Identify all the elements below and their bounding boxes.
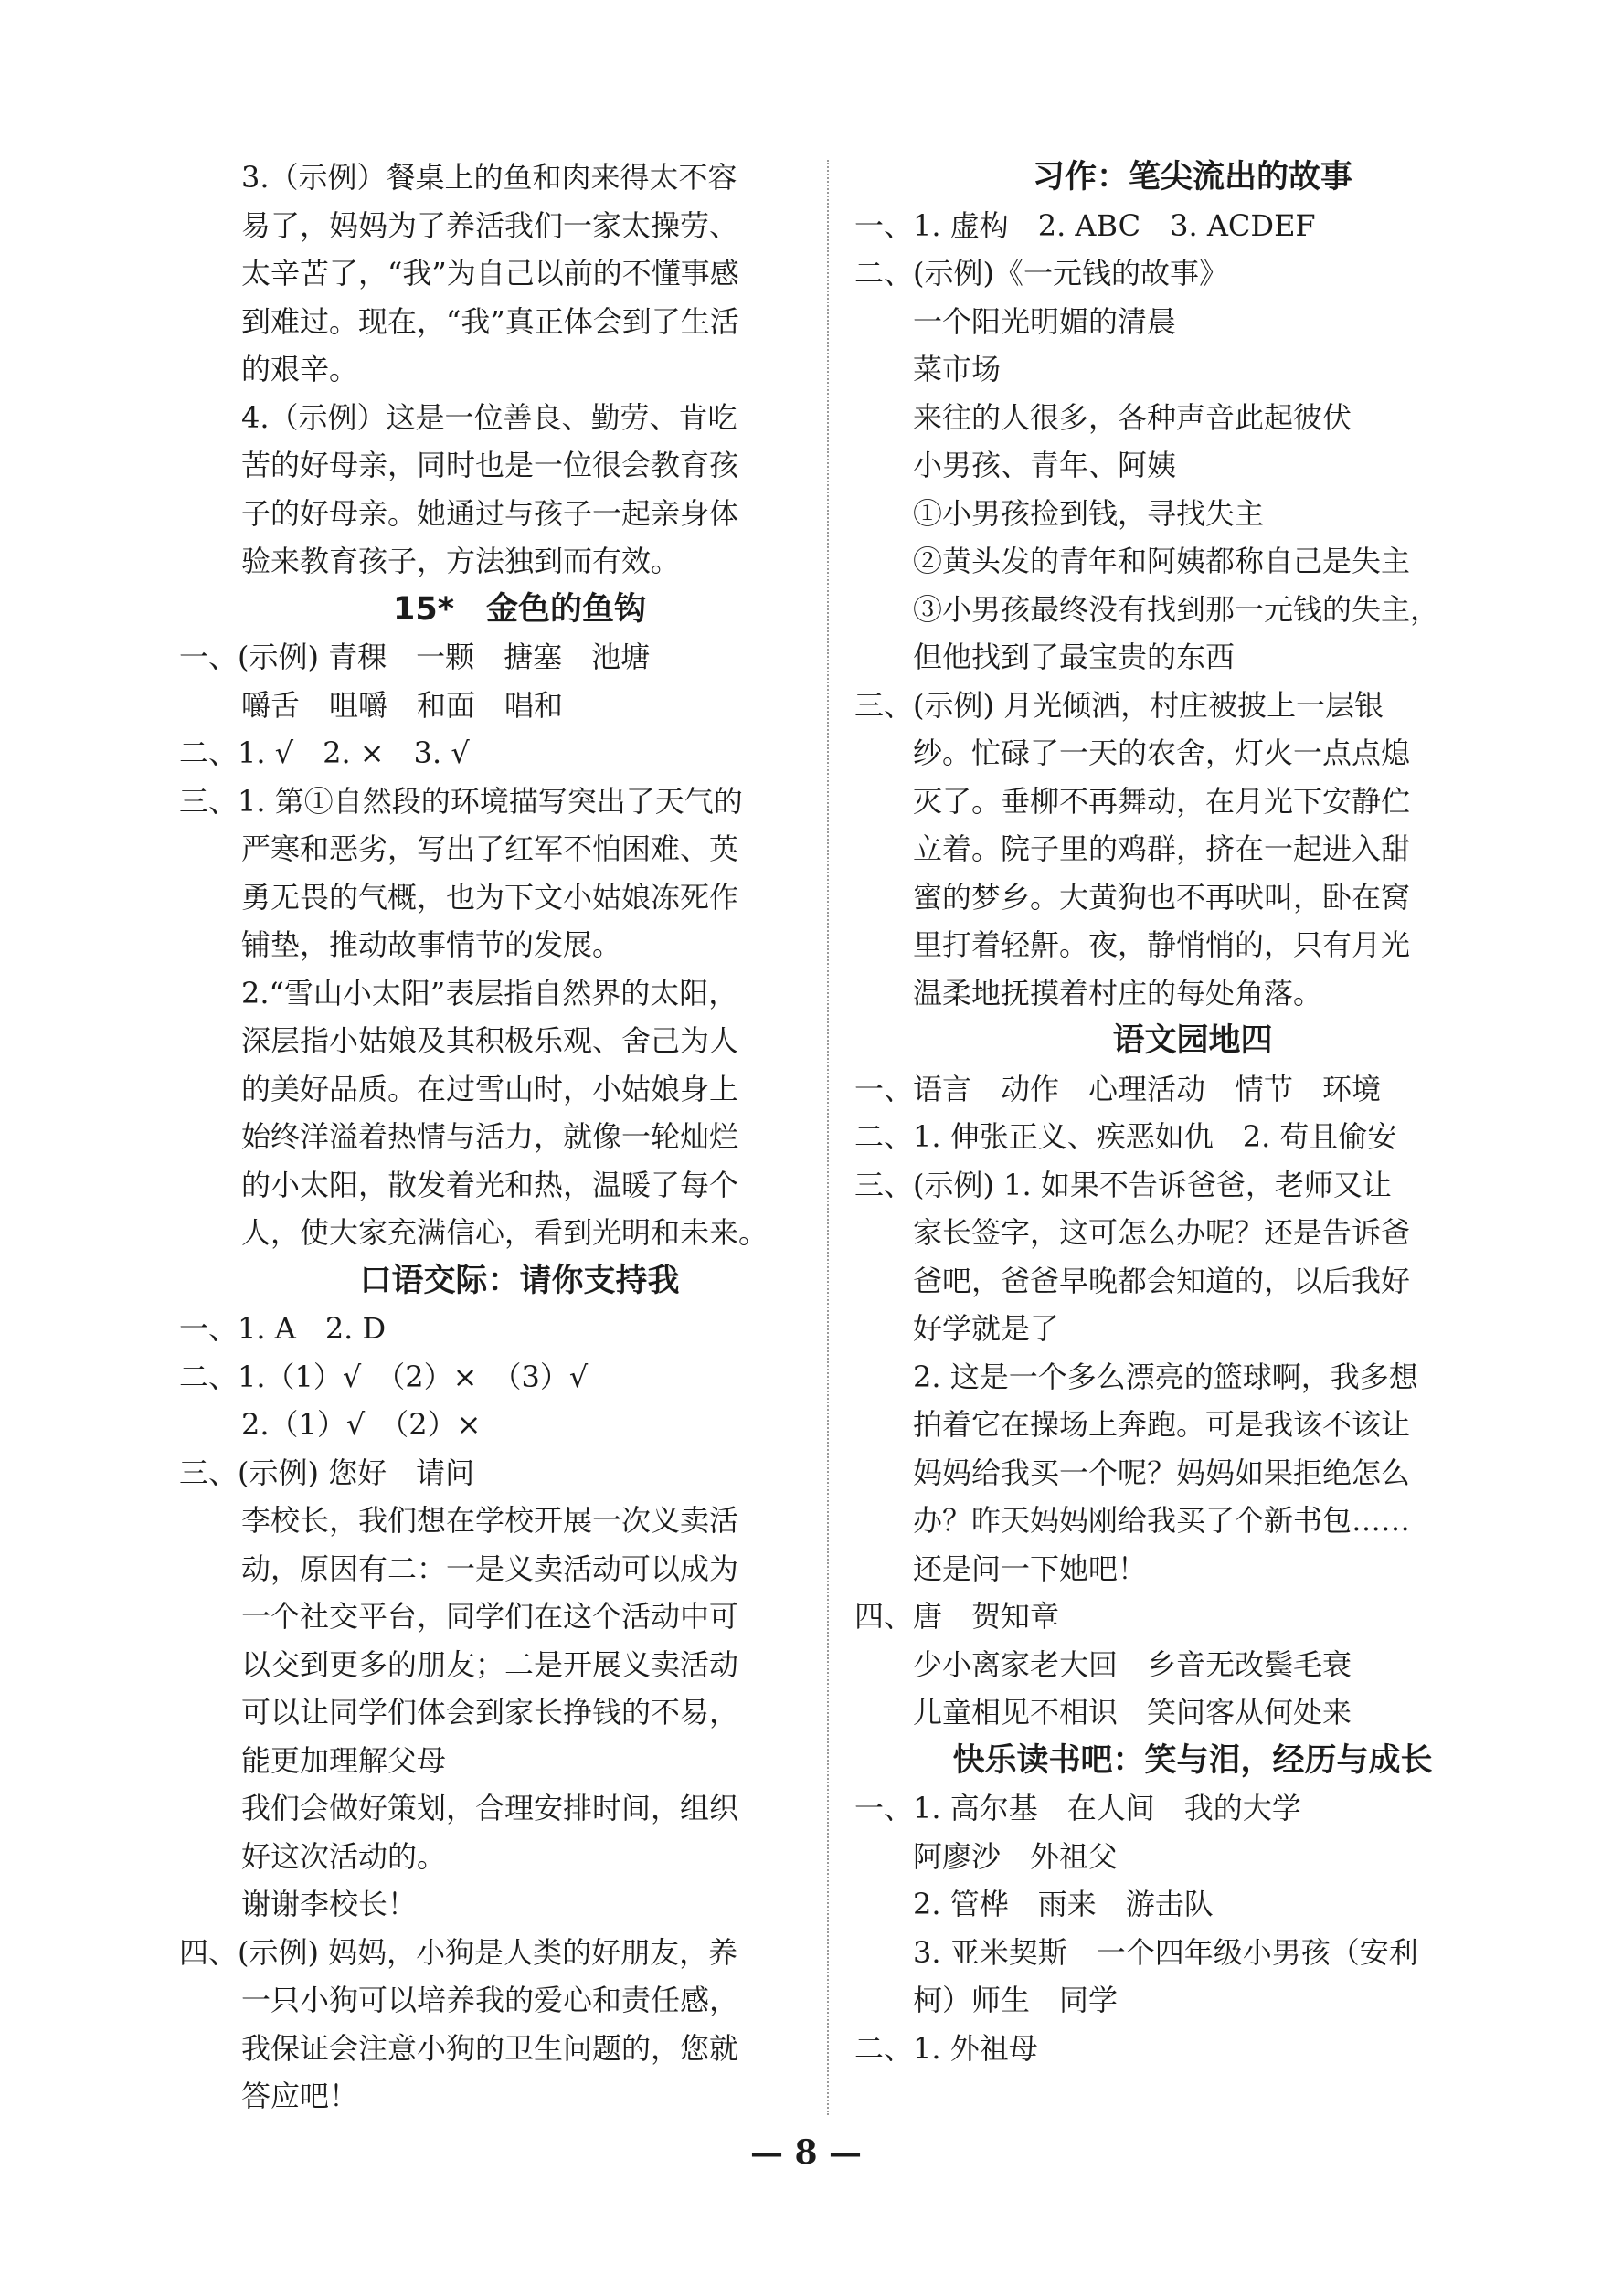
answer-line: 好学就是了: [913, 1311, 1060, 1346]
column-divider: [827, 160, 829, 2115]
answer-line: 深层指小姑娘及其积极乐观、舍己为人: [241, 1023, 739, 1058]
answer-line: 动，原因有二：一是义卖活动可以成为: [241, 1550, 739, 1586]
answer-line: 四、唐 贺知章: [854, 1599, 1060, 1634]
answer-line: 我们会做好策划，合理安排时间，组织: [241, 1791, 739, 1825]
answer-line: 一个阳光明媚的清晨: [913, 303, 1177, 339]
answer-line: 三、(示例) 1. 如果不告诉爸爸，老师又让: [854, 1167, 1392, 1202]
answer-line: 里打着轻鼾。夜，静悄悄的，只有月光: [913, 927, 1411, 962]
answer-line: 二、1. √ 2. × 3. √: [179, 735, 470, 770]
answer-line: 太辛苦了，“我”为自己以前的不懂事感: [241, 256, 739, 291]
answer-line: 以交到更多的朋友；二是开展义卖活动: [241, 1646, 739, 1682]
answer-line: 二、1.（1）√ （2）× （3）√: [179, 1359, 589, 1394]
answer-line: 3. 亚米契斯 一个四年级小男孩（安利: [913, 1934, 1418, 1970]
answer-line: 阿廖沙 外祖父: [913, 1838, 1119, 1874]
page-number: — 8 —: [749, 2133, 863, 2172]
left-column: [179, 153, 805, 2121]
answer-line: 三、(示例) 月光倾洒，村庄被披上一层银: [854, 687, 1384, 723]
answer-line: 的小太阳，散发着光和热，温暖了每个: [241, 1167, 739, 1202]
section-heading: 语文园地四: [1112, 1022, 1273, 1059]
answer-line: 妈妈给我买一个呢？妈妈如果拒绝怎么: [913, 1455, 1411, 1490]
answer-line: 我保证会注意小狗的卫生问题的，您就: [241, 2030, 739, 2066]
answer-line: 2. 管桦 雨来 游击队: [913, 1887, 1214, 1921]
answer-line: 人，使大家充满信心，看到光明和未来。: [241, 1215, 769, 1250]
answer-line: 一只小狗可以培养我的爱心和责任感，: [241, 1983, 739, 2017]
answer-line: 一、语言 动作 心理活动 情节 环境: [854, 1071, 1382, 1106]
answer-line: ②黄头发的青年和阿姨都称自己是失主: [913, 544, 1411, 578]
answer-line: 3.（示例）餐桌上的鱼和肉来得太不容: [241, 160, 737, 195]
answer-line: 2.“雪山小太阳”表层指自然界的太阳，: [241, 975, 738, 1010]
answer-line: 办？昨天妈妈刚给我买了个新书包……: [913, 1503, 1411, 1538]
answer-line: 灭了。垂柳不再舞动，在月光下安静伫: [913, 783, 1411, 819]
answer-line: ①小男孩捡到钱，寻找失主: [913, 495, 1265, 531]
answer-line: 二、1. 外祖母: [854, 2030, 1038, 2066]
answer-line: 严寒和恶劣，写出了红军不怕困难、英: [241, 831, 739, 866]
answer-line: 2. 这是一个多么漂亮的篮球啊，我多想: [913, 1359, 1418, 1394]
answer-line: 小男孩、青年、阿姨: [913, 448, 1177, 482]
answer-line: 一、(示例) 青稞 一颗 搪塞 池塘: [179, 640, 651, 674]
answer-line: 四、(示例) 妈妈，小狗是人类的好朋友，养: [179, 1934, 738, 1970]
answer-line: 2.（1）√ （2）×: [241, 1407, 482, 1442]
answer-line: 温柔地抚摸着村庄的每处角落。: [913, 975, 1323, 1010]
answer-line: 柯）师生 同学: [913, 1983, 1119, 2017]
answer-line: 二、1. 伸张正义、疾恶如仇 2. 苟且偷安: [854, 1119, 1397, 1154]
answer-line: 嚼舌 咀嚼 和面 唱和: [241, 687, 564, 723]
answer-line: 儿童相见不相识 笑问客从何处来: [913, 1695, 1352, 1730]
answer-line: 一、1. 虚构 2. ABC 3. ACDEF: [854, 207, 1316, 243]
answer-line: 二、(示例)《一元钱的故事》: [854, 256, 1228, 291]
answer-line: 好这次活动的。: [241, 1838, 447, 1874]
answer-line: 李校长，我们想在学校开展一次义卖活: [241, 1503, 739, 1538]
answer-line: 到难过。现在，“我”真正体会到了生活: [241, 303, 739, 339]
answer-line: 一个社交平台，同学们在这个活动中可: [241, 1599, 739, 1634]
answer-line: 验来教育孩子，方法独到而有效。: [241, 544, 681, 578]
answer-line: 一、1. A 2. D: [179, 1311, 387, 1346]
answer-line: 苦的好母亲，同时也是一位很会教育孩: [241, 448, 739, 482]
answer-line: 一、1. 高尔基 在人间 我的大学: [854, 1791, 1301, 1825]
right-column: [854, 153, 1467, 2072]
section-heading: 口语交际：请你支持我: [359, 1262, 680, 1299]
section-heading: 15* 金色的鱼钩: [392, 590, 646, 628]
answer-line: 4.（示例）这是一位善良、勤劳、肯吃: [241, 399, 737, 435]
answer-line: 子的好母亲。她通过与孩子一起亲身体: [241, 495, 739, 531]
answer-line: 菜市场: [913, 352, 1002, 386]
answer-line: 始终洋溢着热情与活力，就像一轮灿烂: [241, 1119, 739, 1154]
answer-line: 谢谢李校长！: [241, 1887, 418, 1921]
answer-line: 的美好品质。在过雪山时，小姑娘身上: [241, 1071, 739, 1106]
answer-line: 铺垫，推动故事情节的发展。: [241, 927, 622, 962]
answer-line: 拍着它在操场上奔跑。可是我该不该让: [913, 1407, 1411, 1442]
answer-line: 蜜的梦乡。大黄狗也不再吠叫，卧在窝: [913, 879, 1411, 915]
answer-line: 少小离家老大回 乡音无改鬓毛衰: [913, 1646, 1352, 1682]
answer-line: 但他找到了最宝贵的东西: [913, 640, 1236, 674]
answer-line: 可以让同学们体会到家长挣钱的不易，: [241, 1695, 739, 1730]
answer-line: 三、1. 第①自然段的环境描写突出了天气的: [179, 783, 743, 819]
answer-line: 家长签字，这可怎么办呢？还是告诉爸: [913, 1215, 1411, 1250]
answer-line: 的艰辛。: [241, 352, 359, 386]
answer-line: ③小男孩最终没有找到那一元钱的失主，: [913, 591, 1440, 627]
answer-line: 三、(示例) 您好 请问: [179, 1455, 475, 1490]
answer-line: 来往的人很多，各种声音此起彼伏: [913, 399, 1352, 435]
section-heading: 习作：笔尖流出的故事: [1032, 159, 1352, 196]
answer-line: 立着。院子里的鸡群，挤在一起进入甜: [913, 831, 1411, 866]
answer-line: 勇无畏的气概，也为下文小姑娘冻死作: [241, 879, 739, 915]
answer-line: 易了，妈妈为了养活我们一家太操劳、: [241, 207, 739, 243]
answer-line: 爸吧，爸爸早晚都会知道的，以后我好: [913, 1263, 1411, 1298]
answer-line: 纱。忙碌了一天的农舍，灯火一点点熄: [913, 735, 1411, 770]
answer-line: 还是问一下她吧！: [913, 1550, 1148, 1586]
answer-line: 能更加理解父母: [241, 1742, 447, 1778]
section-heading: 快乐读书吧：笑与泪，经历与成长: [952, 1741, 1433, 1779]
answer-line: 答应吧！: [241, 2079, 359, 2113]
